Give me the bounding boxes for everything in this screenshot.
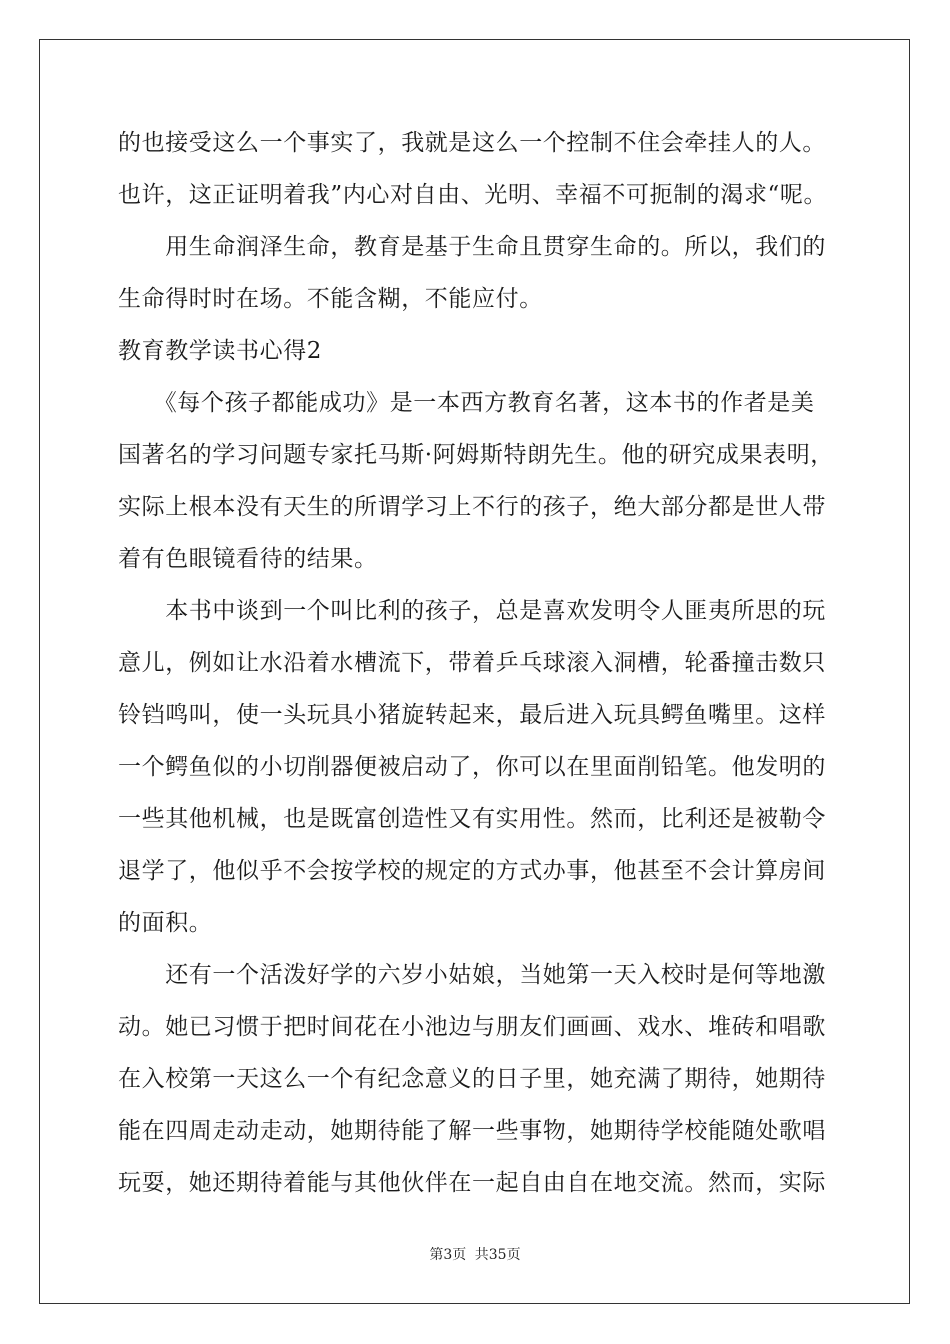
text-line: 意儿，例如让水沿着水槽流下，带着乒乓球滚入洞槽，轮番撞击数只 — [118, 650, 826, 676]
text-line: 国著名的学习问题专家托马斯·阿姆斯特朗先生。他的研究成果表明， — [118, 442, 834, 468]
text-line: 的也接受这么一个事实了，我就是这么一个控制不住会牵挂人的人。 — [118, 130, 826, 156]
page-footer — [0, 1244, 950, 1264]
section-heading: 教育教学读书心得2 — [118, 338, 323, 364]
text-line: 一个鳄鱼似的小切削器便被启动了，你可以在里面削铅笔。他发明的 — [118, 754, 826, 780]
text-line: 铃铛鸣叫，使一头玩具小猪旋转起来，最后进入玩具鳄鱼嘴里。这样 — [118, 702, 826, 728]
page-number: 第3页 — [429, 1247, 467, 1263]
text-line: 生命得时时在场。不能含糊，不能应付。 — [118, 286, 543, 312]
text-line: 动。她已习惯于把时间花在小池边与朋友们画画、戏水、堆砖和唱歌 — [118, 1014, 826, 1040]
page-total: 共35页 — [474, 1247, 521, 1263]
text-line: 一些其他机械，也是既富创造性又有实用性。然而，比利还是被勒令 — [118, 806, 826, 832]
text-line: 玩耍，她还期待着能与其他伙伴在一起自由自在地交流。然而，实际 — [118, 1170, 826, 1196]
text-line: 本书中谈到一个叫比利的孩子，总是喜欢发明令人匪夷所思的玩 — [118, 598, 826, 624]
text-line: 用生命润泽生命，教育是基于生命且贯穿生命的。所以，我们的 — [118, 234, 826, 260]
text-line: 《每个孩子都能成功》是一本西方教育名著，这本书的作者是美 — [118, 390, 815, 416]
text-line: 能在四周走动走动，她期待能了解一些事物，她期待学校能随处歌唱 — [118, 1118, 826, 1144]
text-line: 的面积。 — [118, 910, 213, 936]
text-line: 实际上根本没有天生的所谓学习上不行的孩子，绝大部分都是世人带 — [118, 494, 826, 520]
text-line: 也许，这正证明着我”内心对自由、光明、幸福不可扼制的渴求“呢。 — [118, 182, 828, 208]
text-line: 还有一个活泼好学的六岁小姑娘，当她第一天入校时是何等地激 — [118, 962, 826, 988]
text-line: 退学了，他似乎不会按学校的规定的方式办事，他甚至不会计算房间 — [118, 858, 826, 884]
text-line: 着有色眼镜看待的结果。 — [118, 546, 378, 572]
text-line: 在入校第一天这么一个有纪念意义的日子里，她充满了期待，她期待 — [118, 1066, 826, 1092]
